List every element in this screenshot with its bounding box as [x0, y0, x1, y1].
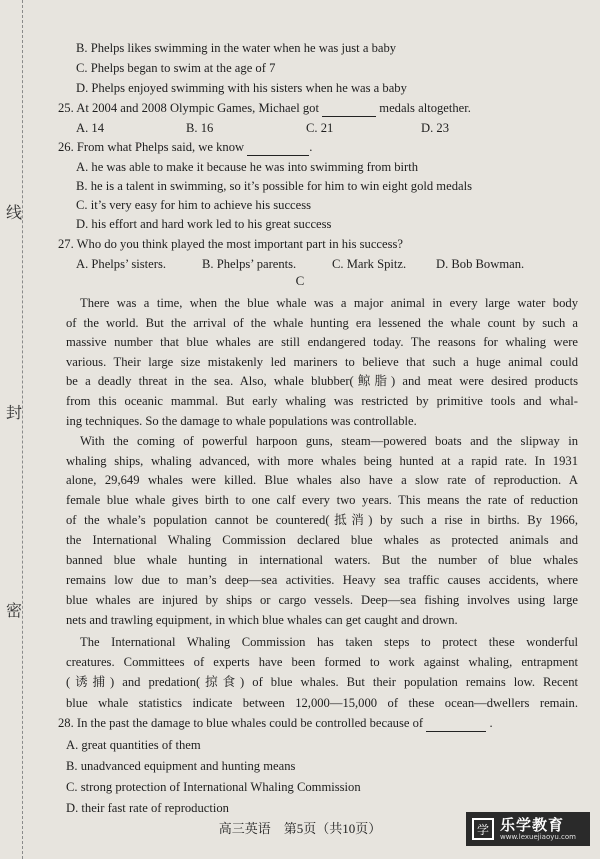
passage-line: of the whale’s population cannot be countered(抵消) by such a rise in births. By 1966, [66, 513, 578, 527]
q25-option-c: C. 21 [306, 121, 334, 135]
passage-line: female blue whale gives birth to one calf every two years. This means the rate of reduction [66, 493, 578, 507]
passage-line: of the world. But the arrival of the whale hunting era lessened the whale count by such a [66, 316, 578, 330]
q27-option-c: C. Mark Spitz. [332, 257, 407, 271]
logo-url: www.lexuejiaoyu.com [500, 833, 576, 841]
passage-line: creatures. Committees of experts have been formed to work against whaling, entrapment [66, 655, 578, 669]
q26-option-c: C. it’s very easy for him to achieve his success [76, 198, 312, 212]
watermark-logo [466, 812, 590, 846]
passage-line: blue whale statistics indicate between 12,000—15,000 of these ocean—dwellers remain. [66, 696, 578, 710]
q28-option-a: A. great quantities of them [66, 738, 201, 752]
margin-mark-seal: 封 [6, 405, 23, 422]
q26-option-d: D. his effort and hard work led to his great success [76, 217, 332, 231]
logo-icon: 学 [472, 818, 494, 840]
q28-option-b: B. unadvanced equipment and hunting means [66, 759, 296, 773]
q26-option-b: B. he is a talent in swimming, so it’s possible for him to win eight gold medals [76, 179, 472, 193]
q28-option-d: D. their fast rate of reproduction [66, 801, 229, 815]
question-number: 28. [58, 716, 74, 730]
margin-mark-line: 线 [6, 205, 23, 222]
margin-mark-secret: 密 [6, 603, 23, 620]
question-27-stem: 27. Who do you think played the most important part in his success? [58, 237, 404, 251]
answer-blank [426, 715, 486, 732]
question-number: 26. [58, 140, 74, 154]
question-number: 27. [58, 237, 74, 251]
passage-line: alone, 29,649 whales were killed. Blue whales also have a slow rate of reproduction. A [66, 473, 578, 487]
question-number: 25. [58, 101, 74, 115]
page-footer: 高三英语 第5页（共10页） [218, 821, 382, 836]
q27-option-d: D. Bob Bowman. [436, 257, 525, 271]
section-label: C [295, 273, 305, 288]
binding-line [22, 0, 23, 859]
q25-option-a: A. 14 [76, 121, 104, 135]
prev-option-d: D. Phelps enjoyed swimming with his sisters when he was a baby [76, 81, 407, 95]
answer-blank [247, 139, 309, 156]
passage-line: nets and trawling equipment, in which blue whales can get caught and drown. [66, 613, 458, 627]
passage-line: the International Whaling Commission declared blue whales as protected animals and [66, 533, 578, 547]
passage-line: from this oceanic mammal. But early whaling was restricted by primitive tools and whal- [66, 394, 578, 408]
passage-line: whaling ships, whaling advanced, with more whales being hunted at a rapid rate. In 1931 [66, 454, 578, 468]
q25-option-d: D. 23 [421, 121, 449, 135]
prev-option-b: B. Phelps likes swimming in the water when he was just a baby [76, 41, 397, 55]
passage-line: various. Their large size mistakenly led mariners to believe that such a huge animal could [66, 355, 578, 369]
question-28-stem: 28. In the past the damage to blue whales could be controlled because of . [58, 716, 493, 730]
passage-line: The International Whaling Commission has taken steps to protect these wonderful [80, 635, 578, 649]
prev-option-c: C. Phelps began to swim at the age of 7 [76, 61, 276, 75]
passage-line: remains low due to man’s deep—sea activities. Heavy sea traffic causes accidents, where [66, 573, 578, 587]
q26-option-a: A. he was able to make it because he was into swimming from birth [76, 160, 419, 174]
question-25-stem: 25. At 2004 and 2008 Olympic Games, Michael got medals altogether. [58, 101, 471, 115]
logo-name: 乐学教育 [500, 816, 565, 834]
passage-line: massive number that blue whales are still endangered today. The reasons for whaling were [66, 335, 578, 349]
q27-option-b: B. Phelps’ parents. [202, 257, 297, 271]
passage-line: blue whales are injured by ships or cargo vessels. Deep—sea fishing involves using large [66, 593, 578, 607]
answer-blank [322, 100, 376, 117]
passage-line: With the coming of powerful harpoon guns, steam—powered boats and the slipway in [80, 434, 578, 448]
passage-line: ing techniques. So the damage to whale populations was controllable. [66, 414, 417, 428]
passage-line: (诱捕) and predation(掠食) of blue whales. But their population remains low. Recent [66, 675, 578, 689]
question-26-stem: 26. From what Phelps said, we know . [58, 140, 313, 154]
q28-option-c: C. strong protection of International Whaling Commission [66, 780, 361, 794]
passage-line: There was a time, when the blue whale was a major animal in every large water body [80, 296, 578, 310]
q25-option-b: B. 16 [186, 121, 214, 135]
passage-line: be a deadly threat in the sea. Also, whale blubber(鲸脂) and meat were desired products [66, 374, 578, 388]
passage-line: banned blue whale hunting in international waters. But the number of blue whales [66, 553, 578, 567]
q27-option-a: A. Phelps’ sisters. [76, 257, 167, 271]
